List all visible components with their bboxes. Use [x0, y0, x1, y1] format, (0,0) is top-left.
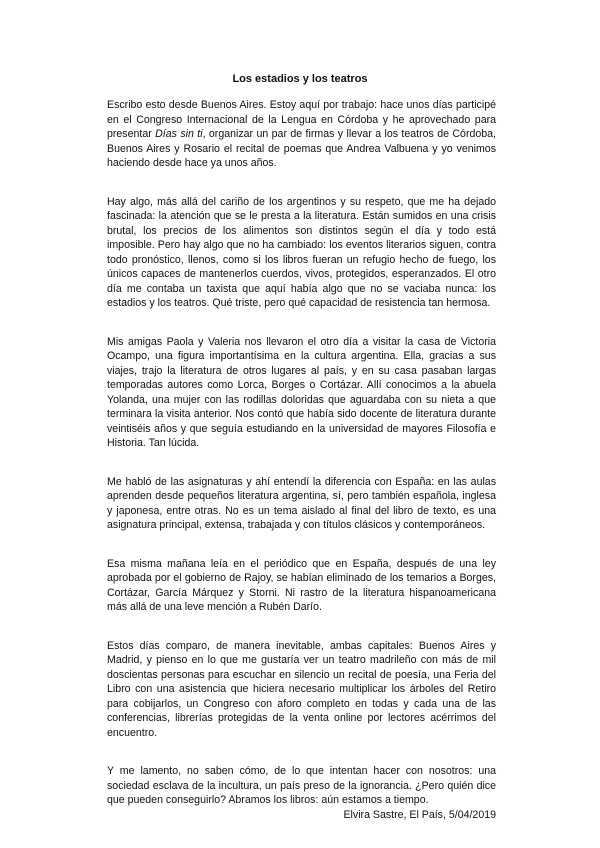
paragraph-3: Mis amigas Paola y Valeria nos llevaron el otro día a visitar la casa de Victoria Ocampo, una figura importantísima en la cultura argentina. Ella, gracias a sus viajes, trajo la literatura de otros lugares al país, y en su casa pasaban largas temporadas autores como Lorca, Borges o Cortázar. Allí conocimos a la abuela Yolanda, una mujer con las rodillas doloridas que aguardaba con su nieta a que terminara la visita anterior. Nos contó que había sido docente de literatura durante veintiséis años y que seguía estudiando en la universidad de mayores Filosofía e Historia. Tan lúcida.	[107, 335, 496, 449]
document-body	[107, 98, 496, 822]
paragraph-1-text-start: Escribo esto desde Buenos Aires. Estoy aquí por trabajo: hace unos días participé en el Congreso Internacional de la Lengua en Córdoba y he aprovechado para presentar	[107, 99, 496, 140]
paragraph-2: Hay algo, más allá del cariño de los argentinos y su respeto, que me ha dejado fascinada: la atención que se le presta a la literatura. Están sumidos en una crisis brutal, los precios de los alimentos son distintos según el día y todo está imposible. Pero hay algo que no ha cambiado: los eventos literarios siguen, contra todo pronóstico, llenos, como si los libros fueran un refugio hecho de fuego, los únicos capaces de mantenerlos cuerdos, vivos, protegidos, esperanzados. El otro día me contaba un taxista que aquí había algo que no se vaciaba nunca: los estadios y los teatros. Qué triste, pero qué capacidad de resistencia tan hermosa.	[107, 195, 496, 309]
document-title: Los estadios y los teatros	[232, 73, 368, 85]
book-title-italic: Días sin ti	[155, 128, 203, 140]
paragraph-7: Y me lamento, no saben cómo, de lo que intentan hacer con nosotros: una sociedad esclava de la incultura, un país preso de la ignorancia. ¿Pero quién dice que pueden conseguirlo? Abramos los libros: aún estamos a tiempo.	[107, 765, 496, 806]
paragraph-6: Estos días comparo, de manera inevitable, ambas capitales: Buenos Aires y Madrid, y pienso en lo que me gustaría ver un teatro madrileño con más de mil doscientas personas para escuchar en silencio un recital de poesía, una Feria del Libro con una asistencia que hiciera necesario multiplicar los árboles del Retiro para cobijarlos, un Congreso con aforo completo en todas y cada una de las conferencias, librerías protegidas de la venta online por lectores acérrimos del encuentro.	[107, 639, 496, 739]
paragraph-1-text-end: , organizar un par de firmas y llevar a los teatros de Córdoba, Buenos Aires y Rosario el recital de poemas que Andrea Valbuena y yo venimos haciendo desde hace ya unos años.	[107, 128, 496, 169]
paragraph-1	[107, 98, 496, 171]
signature: Elvira Sastre, El País, 5/04/2019	[343, 808, 496, 821]
paragraph-4: Me habló de las asignaturas y ahí entendí la diferencia con España: en las aulas aprenden desde pequeños literatura argentina, sí, pero también española, inglesa y japonesa, entre otras. No es un tema aislado al final del libro de texto, es una asignatura principal, extensa, trabajada y con títulos clásicos y contemporáneos.	[107, 475, 496, 531]
paragraph-5: Esa misma mañana leía en el periódico que en España, después de una ley aprobada por el gobierno de Rajoy, se habían eliminado de los temarios a Borges, Cortázar, García Márquez y Storni. Ni rastro de la literatura hispanoamericana más allá de una leve mención a Rubén Darío.	[107, 557, 496, 613]
